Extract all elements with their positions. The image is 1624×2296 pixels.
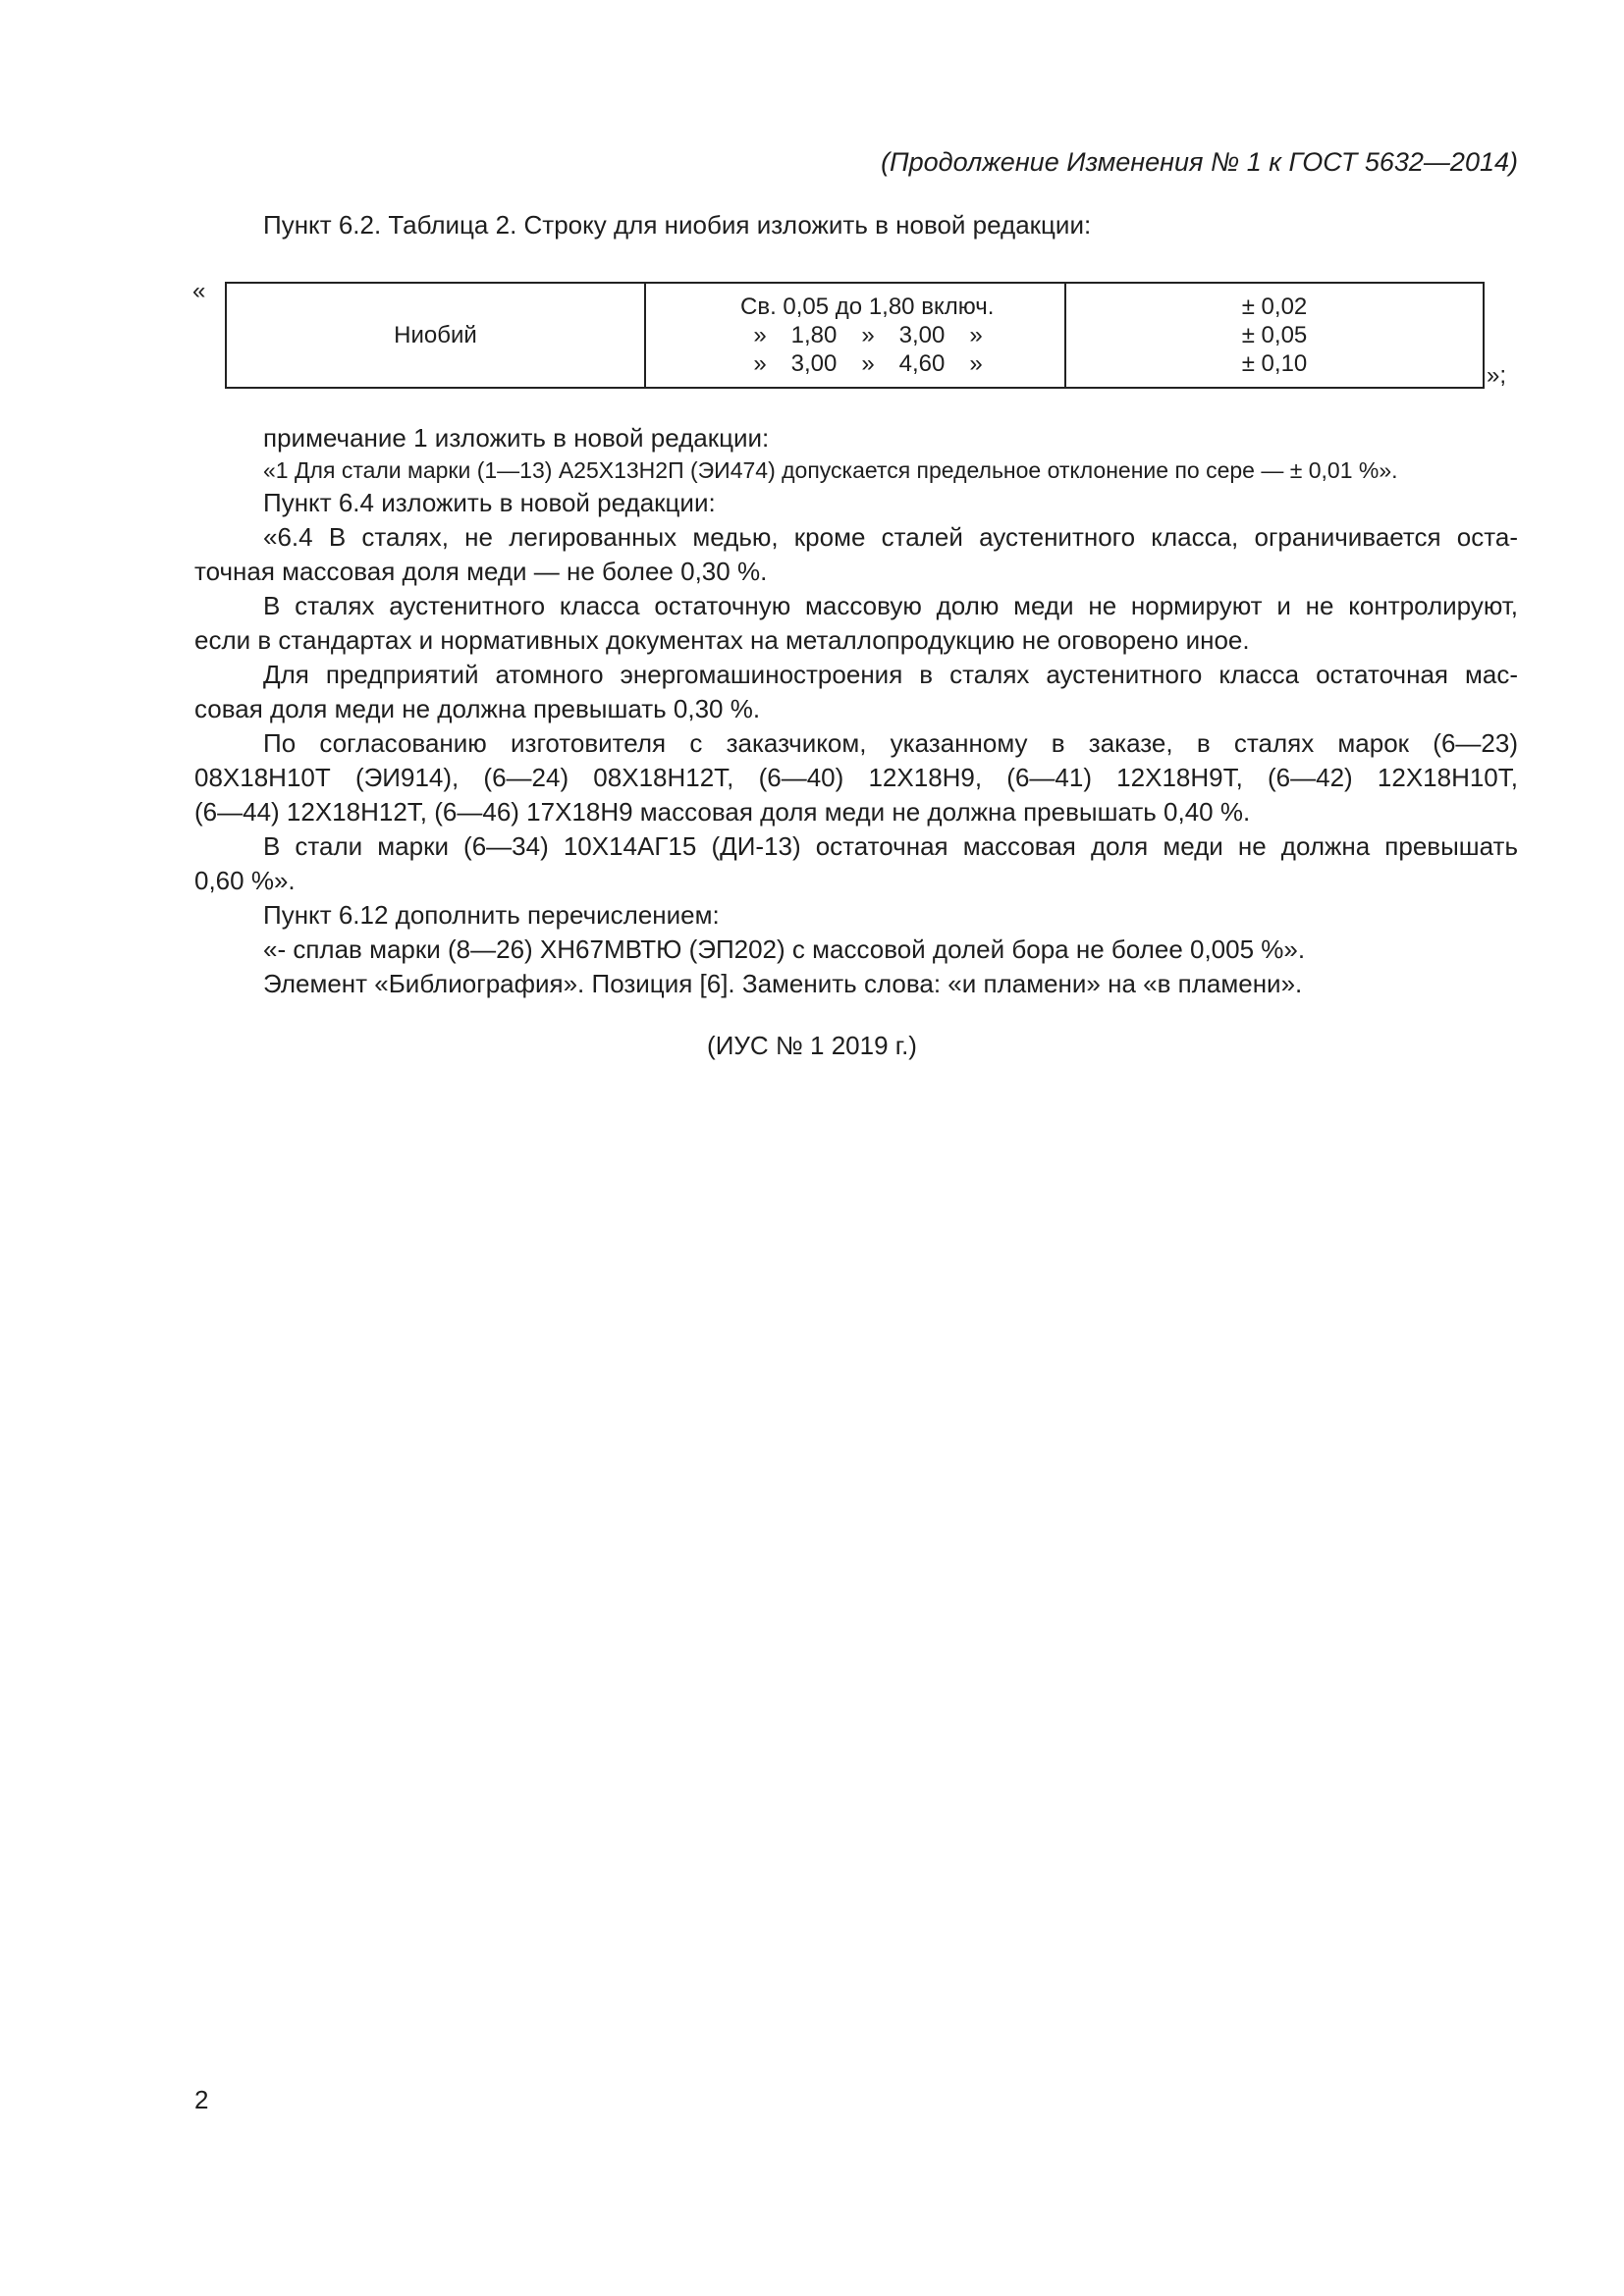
range-row — [740, 349, 1064, 378]
body-line: точная массовая доля меди — не более 0,30 %. — [194, 557, 768, 586]
range-from: 3,00 — [790, 350, 838, 377]
table-open-quote: « — [192, 278, 206, 304]
table-close-quote: »; — [1487, 362, 1507, 389]
ditto-mark: » — [861, 350, 875, 377]
body-line: Элемент «Библиография». Позиция [6]. Заменить слова: «и пламени» на «в пламени». — [263, 969, 1303, 998]
continuation-header: (Продолжение Изменения № 1 к ГОСТ 5632—2014) — [881, 147, 1518, 177]
body-line: По согласованию изготовителя с заказчиком, указанному в заказе, в сталях марок (6—23) — [263, 728, 1518, 758]
range-to: 3,00 — [898, 322, 946, 348]
ditto-mark: » — [753, 322, 767, 348]
body-line: В стали марки (6—34) 10Х14АГ15 (ДИ-13) остаточная массовая доля меди не должна превышать — [263, 831, 1518, 861]
range-row — [740, 321, 1064, 349]
body-line: Для предприятий атомного энергомашиностроения в сталях аустенитного класса остаточная мас- — [263, 660, 1518, 689]
table-cell-range — [646, 284, 1066, 387]
body-line: примечание 1 изложить в новой редакции: — [263, 423, 770, 453]
body-line: Пункт 6.12 дополнить перечислением: — [263, 900, 720, 930]
intro-paragraph: Пункт 6.2. Таблица 2. Строку для ниобия изложить в новой редакции: — [263, 210, 1092, 240]
body-line: если в стандартах и нормативных документах на металлопродукцию не оговорено иное. — [194, 625, 1250, 655]
deviation-value: ± 0,05 — [1241, 322, 1308, 348]
body-line: совая доля меди не должна превышать 0,30 %. — [194, 694, 761, 723]
body-line: В сталях аустенитного класса остаточную массовую долю меди не нормируют и не контролируют, — [263, 591, 1518, 620]
table-cell-element — [227, 284, 646, 387]
body-line: 0,60 %». — [194, 866, 296, 895]
body-line: Пункт 6.4 изложить в новой редакции: — [263, 488, 716, 517]
body-line: «- сплав марки (8—26) ХН67МВТЮ (ЭП202) с массовой долей бора не более 0,005 %». — [263, 934, 1306, 964]
ditto-mark: » — [969, 322, 983, 348]
element-name: Ниобий — [394, 322, 477, 348]
page-number: 2 — [194, 2085, 209, 2114]
ius-reference: (ИУС № 1 2019 г.) — [707, 1031, 917, 1060]
note-text: «1 Для стали марки (1—13) А25Х13Н2П (ЭИ474) допускается предельное отклонение по сере — ± 0,01 %». — [263, 457, 1398, 483]
body-line: (6—44) 12Х18Н12Т, (6—46) 17Х18Н9 массовая доля меди не должна превышать 0,40 %. — [194, 797, 1251, 827]
deviation-value: ± 0,02 — [1241, 294, 1308, 320]
ditto-mark: » — [753, 350, 767, 377]
niobium-table — [225, 282, 1485, 389]
range-from: 1,80 — [790, 322, 838, 348]
range-to: 4,60 — [898, 350, 946, 377]
table-cell-deviation — [1066, 284, 1483, 387]
range-row-first: Св. 0,05 до 1,80 включ. — [740, 294, 995, 320]
ditto-mark: » — [969, 350, 983, 377]
ditto-mark: » — [861, 322, 875, 348]
body-line: «6.4 В сталях, не легированных медью, кроме сталей аустенитного класса, ограничивается оста- — [263, 522, 1518, 552]
deviation-value: ± 0,10 — [1241, 350, 1308, 377]
body-line: 08Х18Н10Т (ЭИ914), (6—24) 08Х18Н12Т, (6—40) 12Х18Н9, (6—41) 12Х18Н9Т, (6—42) 12Х18Н10Т, — [194, 763, 1518, 792]
